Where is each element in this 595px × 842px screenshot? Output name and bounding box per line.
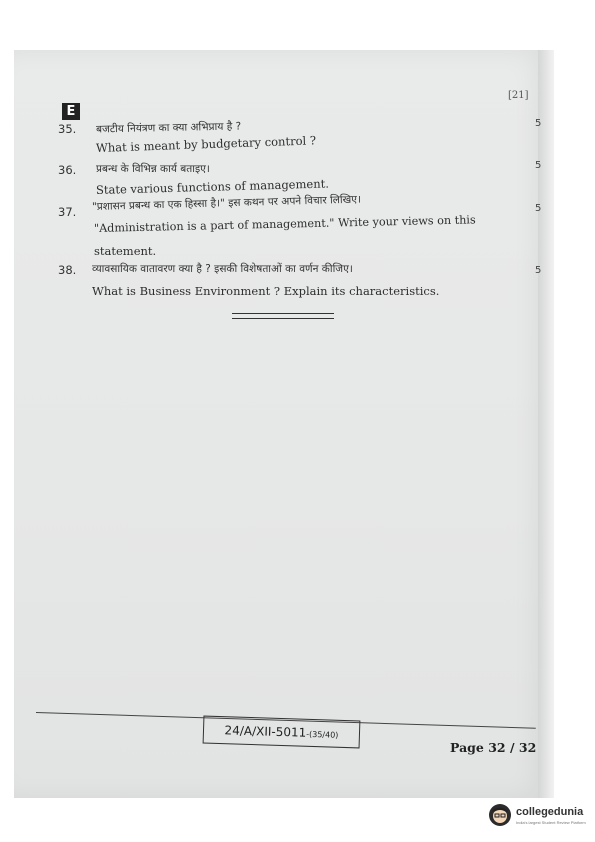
paper-code-main: 24/A/XII-5011 — [224, 723, 307, 740]
question-number: 35. — [58, 122, 77, 136]
paper-code-suffix: -(35/40) — [306, 729, 339, 740]
paper-code — [203, 716, 361, 749]
page-number: Page 32 / 32 — [450, 740, 537, 755]
brand-name: collegedunia — [516, 806, 584, 818]
question-hindi: "प्रशासन प्रबन्ध का एक हिस्सा है।" इस कथन पर अपने विचार लिखिए। — [91, 193, 362, 213]
question-english: State various functions of management. — [95, 176, 330, 197]
question-marks: 5 — [535, 160, 542, 171]
question-marks: 5 — [535, 265, 542, 276]
end-of-paper-rule — [232, 313, 334, 319]
question-hindi: बजटीय नियंत्रण का क्या अभिप्राय है ? — [95, 120, 242, 136]
page-tag: [21] — [508, 90, 529, 101]
question-marks: 5 — [535, 203, 542, 214]
question-hindi: प्रबन्ध के विभिन्न कार्य बताइए। — [96, 163, 210, 175]
section-letter: E — [62, 103, 80, 120]
question-english-cont: statement. — [94, 244, 157, 258]
question-english: What is meant by budgetary control ? — [95, 133, 317, 155]
collegedunia-logo-icon — [488, 803, 512, 827]
question-marks: 5 — [535, 118, 542, 129]
exam-paper — [14, 50, 554, 798]
question-english: What is Business Environment ? Explain its characteristics. — [92, 284, 440, 298]
question-number: 38. — [58, 263, 77, 277]
brand-tagline: India's largest Student Review Platform — [516, 820, 586, 825]
question-english: "Administration is a part of management." Write your views on this — [93, 213, 476, 235]
question-number: 37. — [58, 205, 77, 219]
question-number: 36. — [58, 163, 77, 177]
question-hindi: व्यावसायिक वातावरण क्या है ? इसकी विशेषताओं का वर्णन कीजिए। — [92, 263, 353, 275]
